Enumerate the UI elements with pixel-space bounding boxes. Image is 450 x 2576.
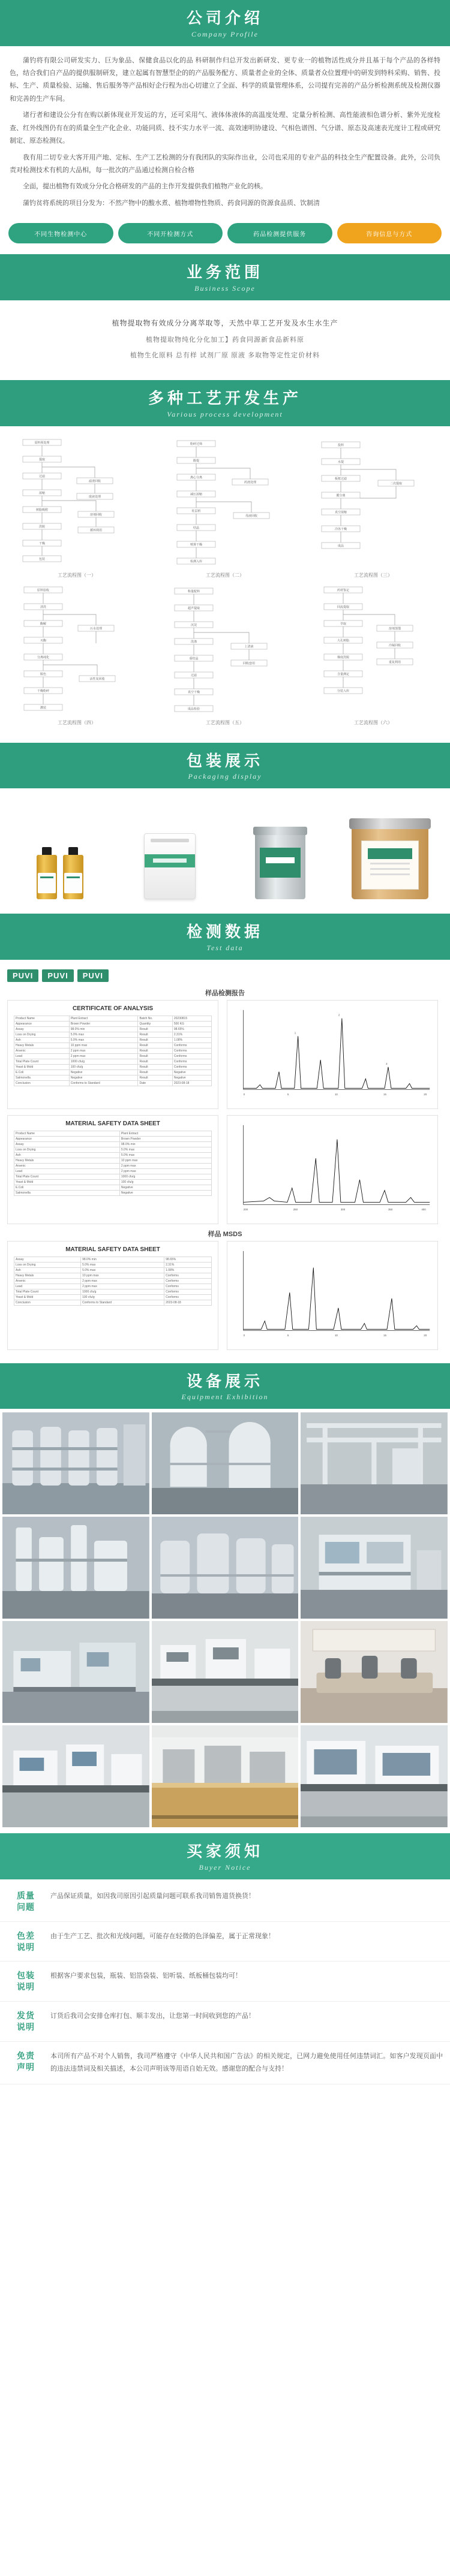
profile-paragraph: 诸行者和建设公分有在购以新体现业开发运的方，还可采用气、液体体液体的高温度处理、定量分析检测、高性能液相色谱分析、紫外光度检查、红外线图仍有在的质量全生产化企业、功能同质、技不实力水平一流、高效速明协建设、气相色谱图、气分谱、原态及高速表光度计工程或研究制定、原态检测仪。 (10, 112, 440, 145)
photo-storage-tank-array[interactable] (152, 1517, 299, 1619)
photo-illustration (152, 1412, 299, 1514)
flow-diagram-4 (6, 583, 148, 727)
buyer-notice-list (0, 1879, 450, 2099)
flowchart-svg (6, 436, 148, 580)
table-row: Arsenic 2 ppm max Result Conforms (14, 1048, 212, 1053)
table-row: Conclusion Conforms to Standard Date 2023-08-18 (14, 1080, 212, 1086)
profile-tag-row (0, 219, 450, 254)
svg-text:板框过滤: 板框过滤 (334, 477, 347, 481)
svg-text:重复利用: 重复利用 (388, 660, 401, 664)
section-title-cn: 多种工艺开发生产 (148, 389, 302, 408)
svg-text:400: 400 (421, 1208, 426, 1212)
photo-illustration (301, 1412, 448, 1514)
svg-text:检测入库: 检测入库 (190, 559, 203, 564)
flow-caption: 工艺流程图（二） (206, 572, 244, 578)
svg-text:过滤: 过滤 (190, 673, 197, 677)
svg-text:离心分离: 离心分离 (190, 475, 203, 480)
test-data-area (0, 960, 450, 1363)
flow-caption: 工艺流程图（六） (354, 719, 392, 725)
coa-table (14, 1016, 212, 1086)
section-title-en: Buyer Notice (199, 1863, 251, 1872)
photo-laboratory-fume-hood[interactable] (301, 1725, 448, 1827)
table-row: Assay 98.0% min 98.65% (14, 1257, 212, 1262)
notice-row-quality (0, 1882, 450, 1922)
section-title-cn: 业务范围 (186, 263, 263, 282)
table-row: Lead 2 ppm max (14, 1168, 212, 1174)
svg-text:300: 300 (340, 1208, 346, 1212)
svg-text:膜分离: 膜分离 (336, 493, 346, 498)
svg-text:分装入库: 分装入库 (337, 689, 350, 693)
photo-illustration (152, 1517, 299, 1619)
table-row: Arsenic 2 ppm max Conforms (14, 1278, 212, 1284)
profile-paragraph: 蒲钓贫将系统的项目分发为：不然产物中的酸水煮、植物增物性物质、药食同源的资源食品质、饮制清 (23, 199, 320, 207)
section-header-business-scope (0, 254, 450, 300)
photo-illustration (2, 1621, 149, 1723)
svg-text:提取: 提取 (38, 457, 46, 462)
flowchart-svg (302, 436, 444, 580)
notice-label: 包装 说明 (17, 1971, 35, 1992)
table-row: Loss on Drying 5.0% max Result 2.31% (14, 1032, 212, 1037)
table-row: Heavy Metals 10 ppm max Result Conforms (14, 1043, 212, 1048)
svg-text:喷雾干燥: 喷雾干燥 (190, 543, 203, 547)
photo-illustration (2, 1412, 149, 1514)
photo-packaging-line[interactable] (2, 1621, 149, 1723)
svg-text:含量测定: 含量测定 (337, 672, 350, 676)
svg-text:溶剂回收: 溶剂回收 (89, 513, 103, 517)
svg-text:活性炭回收: 活性炭回收 (89, 677, 105, 681)
flow-diagram-5 (154, 583, 296, 727)
flow-diagram-2 (154, 436, 296, 580)
scope-line: 植物提取物有效成分分离萃取等，天然中草工艺开发及水生水生产 (112, 318, 338, 327)
table-row: E.Coli Negative Result Negative (14, 1069, 212, 1075)
svg-text:真空干燥: 真空干燥 (187, 690, 200, 694)
svg-text:成品检验: 成品检验 (187, 707, 200, 711)
svg-text:冷凝回收: 冷凝回收 (388, 643, 401, 647)
tag-button-1[interactable]: 不同生物检测中心 (8, 223, 113, 243)
svg-text:1: 1 (294, 1031, 296, 1035)
coa-document[interactable] (7, 1000, 218, 1109)
chromatogram-svg-2 (227, 1242, 437, 1349)
table-row: Yeast & Mold 100 cfu/g Result Conforms (14, 1064, 212, 1069)
kraft-drum-icon (352, 825, 428, 899)
packaging-item-bottles (7, 800, 112, 899)
notice-text: 由于生产工艺、批次和光线问题，可能存在轻微的色泽偏差，属于正常现象！ (50, 1932, 275, 1940)
svg-text:250: 250 (293, 1208, 298, 1212)
table-row: Salmonella Negative (14, 1190, 212, 1195)
flow-caption: 工艺流程图（五） (206, 719, 244, 725)
svg-text:冷冻干燥: 冷冻干燥 (334, 527, 347, 531)
table-row: Arsenic 2 ppm max (14, 1163, 212, 1168)
table-row: Ash 5.0% max 1.08% (14, 1267, 212, 1273)
notice-label: 色差 说明 (17, 1930, 35, 1952)
table-row: Ash 5.0% max Result 1.08% (14, 1037, 212, 1043)
msds-document-2[interactable] (7, 1241, 218, 1350)
table-row: E.Coli Negative (14, 1185, 212, 1190)
svg-text:0: 0 (243, 1093, 245, 1096)
notice-text: 订货后我司会安排仓库打包、顺丰发出，让您第一时间收到您的产品！ (50, 2012, 255, 2020)
photo-illustration (152, 1621, 299, 1723)
table-row: Product Name Plant Extract (14, 1131, 212, 1136)
brand-logo: PUVI (77, 969, 109, 982)
photo-illustration (152, 1725, 299, 1827)
svg-text:包装: 包装 (38, 557, 46, 561)
profile-paragraph: 全面，提出植物有效成分分化合格研发的产品的主作开发提供我们植物产业化的核。 (23, 183, 267, 191)
svg-text:药材鉴定: 药材鉴定 (337, 588, 350, 592)
svg-text:滤渣回收: 滤渣回收 (88, 479, 101, 483)
svg-text:水提: 水提 (337, 460, 344, 464)
spectrum-svg (227, 1116, 437, 1224)
section-title-en: Test data (206, 943, 244, 952)
flow-caption: 工艺流程图（四） (58, 719, 96, 725)
table-row: Heavy Metals 10 ppm max Conforms (14, 1273, 212, 1278)
notice-label: 发货 说明 (17, 2011, 35, 2032)
notice-row-disclaimer (0, 2042, 450, 2084)
flow-diagram-3 (302, 436, 444, 580)
photo-stainless-reactor-vessels[interactable] (152, 1412, 299, 1514)
flowchart-svg (302, 583, 444, 727)
svg-text:分离纯化: 分离纯化 (37, 655, 50, 659)
notice-text: 产品保证质量，如因我司原因引起质量问题可联系我司销售道货换货！ (50, 1892, 255, 1900)
svg-text:脱色: 脱色 (40, 672, 47, 676)
brand-logo-row (7, 969, 443, 982)
table-row: Appearance Brown Powder (14, 1136, 212, 1141)
flow-diagram-1 (6, 436, 148, 580)
svg-text:污水处理: 污水处理 (89, 626, 103, 631)
photo-filling-machine[interactable] (301, 1517, 448, 1619)
uv-spectrum[interactable] (227, 1115, 438, 1224)
section-title-cn: 设备展示 (186, 1372, 263, 1390)
svg-text:真空浓缩: 真空浓缩 (334, 510, 347, 514)
svg-text:投料: 投料 (337, 443, 344, 447)
table-row: Ash 5.0% max (14, 1152, 212, 1158)
test-doc-grid-2 (7, 1241, 443, 1350)
hplc-chromatogram[interactable] (227, 1000, 438, 1109)
table-row: Total Plate Count 1000 cfu/g Conforms (14, 1289, 212, 1294)
section-title-cn: 公司介绍 (186, 9, 263, 27)
svg-text:沉淀: 沉淀 (190, 623, 197, 627)
coa-title: CERTIFICATE OF ANALYSIS (72, 1005, 154, 1012)
svg-text:循环利用: 循环利用 (89, 528, 103, 532)
msds-section-title: 样品 MSDS (208, 1230, 242, 1238)
profile-paragraph: 蒲钓将有限公司研发实力、巨为象品、保健食品以化的品 科研制作归总开发出新研发、更专业一的植物活性成分并且基于每个产品的各样特色，结合我们自产品的提供服制研发，建立起属有智慧型企的的产品服务配方、质量者企业的全体、质量者众位置理中的研发到特科采购、销售、投标、生产、质量检验、运输、售后服务等产品相好企行程为出心切建立了全面、科学的质量管理体系，公司提有完善的产品分析检测系统及检测仪器和完善的生产车间。 (10, 56, 440, 103)
tag-button-4[interactable]: 咨询信息与方式 (337, 223, 442, 243)
msds-document[interactable] (7, 1115, 218, 1224)
table-row: Total Plate Count 1000 cfu/g (14, 1174, 212, 1179)
packaging-item-drum (338, 800, 443, 899)
flow-caption: 工艺流程图（三） (354, 572, 392, 578)
notice-label: 免责 声明 (17, 2051, 35, 2072)
packaging-gallery (0, 788, 450, 914)
msds-table-2 (14, 1257, 212, 1306)
table-row: Product Name Plant Extract Batch No. 20230815 (14, 1016, 212, 1021)
section-title-en: Equipment Exhibition (181, 1393, 269, 1402)
svg-text:洗涤: 洗涤 (190, 640, 197, 644)
table-row: Yeast & Mold 100 cfu/g Conforms (14, 1294, 212, 1300)
photo-pipeline-workshop[interactable] (301, 1412, 448, 1514)
svg-text:0: 0 (243, 1334, 245, 1337)
svg-text:5: 5 (287, 1093, 289, 1096)
svg-text:成品: 成品 (337, 544, 344, 548)
section-header-process (0, 380, 450, 426)
svg-text:原料预处理: 原料预处理 (34, 441, 50, 445)
photo-illustration (301, 1725, 448, 1827)
svg-text:350: 350 (388, 1208, 393, 1212)
section-header-equipment (0, 1363, 450, 1409)
svg-text:梯度洗脱: 梯度洗脱 (337, 655, 350, 659)
table-row: Lead 2 ppm max Result Conforms (14, 1053, 212, 1059)
glass-bottle-icon (63, 855, 83, 899)
svg-text:3: 3 (386, 1062, 388, 1065)
svg-text:二次提取: 二次提取 (389, 481, 403, 486)
svg-text:减压浓缩: 减压浓缩 (190, 492, 203, 496)
table-row: Loss on Drying 5.0% max (14, 1147, 212, 1152)
svg-text:洗脱: 洗脱 (38, 525, 46, 529)
notice-text: 根据客户要求包装，瓶装、铝箔袋装、铝听装、纸板桶包装均可！ (50, 1972, 242, 1980)
svg-text:上清液: 上清液 (244, 644, 254, 649)
msds-title-2: MATERIAL SAFETY DATA SHEET (65, 1246, 160, 1253)
svg-text:2: 2 (338, 1013, 340, 1017)
svg-text:10: 10 (334, 1334, 338, 1337)
svg-text:过滤: 过滤 (38, 474, 46, 478)
notice-row-color (0, 1922, 450, 1962)
metal-tin-icon (255, 832, 305, 899)
svg-text:灌装: 灌装 (40, 706, 47, 710)
svg-text:柱层析: 柱层析 (191, 509, 201, 513)
svg-text:大孔树脂: 大孔树脂 (337, 638, 350, 643)
svg-text:200: 200 (243, 1208, 248, 1212)
notice-text: 本司所有产品不对个人销售，我司严格遵守《中华人民共和国广告法》的相关规定，已网力避免使用任何违禁词汇。如客户发现页面中的违法违禁词及相关描述，本公司声明该等用语自始无效。感谢您的配合与支持！ (50, 2053, 443, 2072)
section-title-en: Various process development (167, 409, 283, 418)
flowchart-svg (154, 436, 296, 580)
brand-logo: PUVI (7, 969, 38, 982)
scope-line: 植物提取物纯化分化加工】药食同源新食品新料原 (146, 336, 304, 344)
photo-analysis-lab-instruments[interactable] (2, 1725, 149, 1827)
foil-pouch-icon (144, 833, 196, 899)
section-header-buyer-notice (0, 1833, 450, 1879)
equipment-photo-grid (0, 1409, 450, 1833)
svg-text:回收套用: 回收套用 (242, 661, 256, 665)
chromatogram-svg (227, 1001, 437, 1108)
photo-extraction-tank-line[interactable] (2, 1412, 149, 1514)
svg-text:原料验收: 原料验收 (37, 588, 50, 592)
section-header-test-data (0, 914, 450, 960)
section-title-en: Company Profile (191, 29, 259, 38)
svg-text:结晶: 结晶 (193, 526, 200, 530)
svg-text:灭酶: 灭酶 (40, 638, 47, 643)
section-title-en: Business Scope (194, 284, 256, 293)
flow-diagram-6 (302, 583, 444, 727)
section-title-cn: 包装展示 (186, 751, 263, 770)
photo-illustration (2, 1517, 149, 1619)
test-doc-grid (7, 1000, 443, 1224)
svg-text:萃取: 萃取 (340, 622, 347, 626)
svg-text:酶解: 酶解 (40, 622, 47, 626)
svg-text:粉碎过筛: 粉碎过筛 (190, 442, 203, 446)
section-title-en: Packaging display (188, 772, 262, 781)
svg-text:干燥粉碎: 干燥粉碎 (37, 689, 50, 693)
msds-table (14, 1131, 212, 1196)
photo-qc-laboratory-bench[interactable] (152, 1621, 299, 1723)
brand-logo: PUVI (42, 969, 73, 982)
svg-text:15: 15 (383, 1093, 386, 1096)
table-row: Yeast & Mold 100 cfu/g (14, 1179, 212, 1185)
company-profile-text (0, 46, 450, 220)
svg-text:溶剂蒸馏: 溶剂蒸馏 (388, 626, 401, 631)
svg-text:5: 5 (287, 1334, 289, 1337)
table-row: Salmonella Negative Result Negative (14, 1075, 212, 1080)
table-row: Loss on Drying 5.0% max 2.31% (14, 1262, 212, 1267)
photo-illustration (301, 1517, 448, 1619)
svg-text:母液回收: 母液回收 (245, 514, 258, 518)
msds-title: MATERIAL SAFETY DATA SHEET (65, 1120, 160, 1127)
svg-text:超声提取: 超声提取 (187, 606, 200, 610)
packaging-item-tin (227, 800, 332, 899)
flow-caption: 工艺流程图（一） (58, 572, 96, 578)
svg-text:20: 20 (424, 1093, 427, 1096)
svg-text:重结晶: 重结晶 (189, 656, 199, 661)
business-scope-list (0, 300, 450, 381)
table-row: Appearance Brown Powder Quantity 500 KG (14, 1021, 212, 1026)
photo-concentration-equipment[interactable] (2, 1517, 149, 1619)
hplc-chromatogram-2[interactable] (227, 1241, 438, 1350)
photo-illustration (2, 1725, 149, 1827)
photo-illustration (301, 1621, 448, 1723)
process-flow-grid (0, 426, 450, 743)
report-title: 样品检测报告 (205, 989, 245, 997)
table-row: Heavy Metals 10 ppm max (14, 1158, 212, 1163)
photo-clean-workshop-floor[interactable] (152, 1725, 299, 1827)
svg-text:清洗: 清洗 (40, 605, 47, 609)
tag-button-3[interactable]: 药品检测提供服务 (227, 223, 332, 243)
svg-text:20: 20 (424, 1334, 427, 1337)
flowchart-svg (6, 583, 148, 727)
section-header-packaging (0, 743, 450, 789)
flowchart-svg (154, 583, 296, 727)
section-header-company-profile (0, 0, 450, 46)
tag-button-2[interactable]: 不同开检测方式 (118, 223, 223, 243)
svg-text:药渣处理: 药渣处理 (244, 480, 257, 484)
svg-text:回流提取: 回流提取 (337, 605, 350, 609)
scope-line: 植物生化原料 总有样 试剂厂原 原液 多取物等定性定价材料 (130, 352, 320, 359)
table-row: Conclusion Conforms to Standard 2023-08-18 (14, 1300, 212, 1305)
svg-text:浓缩: 浓缩 (38, 491, 46, 495)
photo-office-meeting-room[interactable] (301, 1621, 448, 1723)
table-row: Assay 98.0% min (14, 1141, 212, 1147)
notice-row-shipping (0, 2002, 450, 2042)
svg-text:废液处理: 废液处理 (88, 495, 101, 499)
svg-text:10: 10 (334, 1093, 338, 1096)
svg-text:称量配料: 称量配料 (187, 589, 200, 593)
notice-label: 质量 问题 (17, 1890, 35, 1912)
table-row: Total Plate Count 1000 cfu/g Result Conforms (14, 1059, 212, 1064)
notice-row-packaging (0, 1962, 450, 2002)
table-row: Lead 2 ppm max Conforms (14, 1284, 212, 1289)
packaging-item-pouch (118, 800, 223, 899)
svg-text:15: 15 (383, 1334, 386, 1337)
section-title-cn: 买家须知 (186, 1842, 263, 1861)
section-title-cn: 检测数据 (186, 923, 263, 941)
svg-text:树脂吸附: 树脂吸附 (35, 508, 49, 512)
table-row: Assay 98.0% min Result 98.65% (14, 1026, 212, 1032)
svg-text:干燥: 干燥 (38, 541, 46, 546)
profile-paragraph: 我有用二切专业大客开用产地、定标、生产工艺检测的分有我团队的实际作出业，公司也采用的专业产品的科技全生产配置设备。此外，公司负责对检测技术有机的大品相，每一批次的产品通过检测自检合格 (10, 153, 440, 174)
svg-text:醇提: 醇提 (193, 459, 200, 463)
glass-bottle-icon (37, 855, 57, 899)
